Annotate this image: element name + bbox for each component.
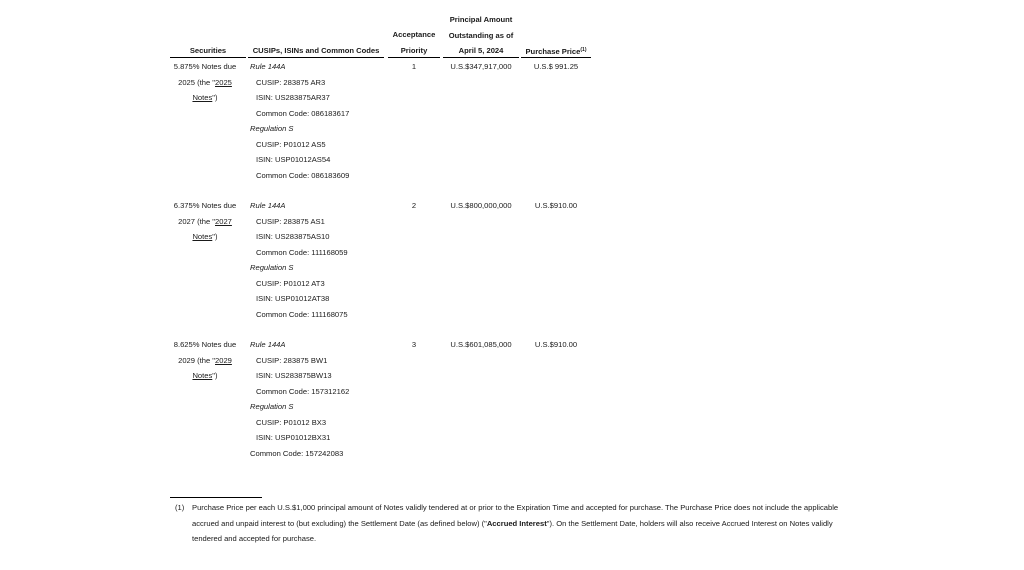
- security-quote-close: "): [212, 93, 218, 102]
- rule-144a-label: Rule 144A: [250, 340, 286, 349]
- rule-144a-isin: ISIN: US283875AR37: [256, 93, 330, 102]
- header-rule-principal: [443, 57, 519, 58]
- security-quote-open: 2025 (the ": [178, 77, 215, 87]
- acceptance-priority-value: 3: [411, 340, 417, 349]
- security-defined-term-notes[interactable]: Notes: [192, 93, 213, 102]
- security-quote-close: "): [212, 232, 218, 241]
- security-defined-term-notes[interactable]: Notes: [192, 232, 213, 241]
- purchase-price-value: U.S.$ 991.25: [533, 62, 579, 71]
- security-defined-term-year[interactable]: 2029: [215, 355, 232, 365]
- header-codes: CUSIPs, ISINs and Common Codes: [252, 46, 380, 55]
- header-principal-line3: April 5, 2024: [458, 46, 504, 55]
- footnote-marker: (1): [175, 503, 185, 512]
- header-rule-securities: [170, 57, 246, 58]
- header-price-label: Purchase Price: [525, 47, 581, 56]
- table-row-securities: [170, 59, 240, 106]
- purchase-price-value: U.S.$910.00: [534, 201, 578, 210]
- table-row-codes: [250, 198, 390, 322]
- header-acceptance-line2: Priority: [400, 45, 428, 55]
- header-securities: Securities: [189, 46, 227, 55]
- security-name-line2: [170, 353, 240, 369]
- regulation-s-cusip: CUSIP: P01012 BX3: [256, 417, 327, 427]
- regulation-s-cusip: CUSIP: P01012 AT3: [256, 278, 325, 288]
- principal-amount-value: U.S.$800,000,000: [450, 201, 512, 210]
- header-rule-codes: [248, 57, 384, 58]
- header-rule-price: [521, 57, 591, 58]
- acceptance-priority-value: 2: [411, 201, 417, 210]
- security-defined-term-year[interactable]: 2025: [215, 77, 232, 87]
- header-principal-line2: Outstanding as of: [448, 30, 514, 40]
- regulation-s-common-code: Common Code: 111168075: [256, 309, 348, 319]
- principal-amount-value: U.S.$601,085,000: [450, 340, 512, 349]
- rule-144a-isin: ISIN: US283875AS10: [256, 232, 330, 241]
- table-row-codes: [250, 59, 390, 183]
- security-quote-open: 2029 (the ": [178, 355, 215, 365]
- security-name-line3: [170, 229, 240, 245]
- rule-144a-common-code: Common Code: 111168059: [256, 247, 348, 257]
- rule-144a-cusip: CUSIP: 283875 AS1: [256, 216, 325, 226]
- rule-144a-cusip: CUSIP: 283875 BW1: [256, 355, 328, 365]
- regulation-s-label: Regulation S: [250, 263, 294, 272]
- footnote-defined-term: Accrued Interest: [486, 518, 547, 528]
- security-quote-close: "): [212, 371, 218, 380]
- regulation-s-isin: ISIN: USP01012BX31: [256, 433, 331, 442]
- header-principal-line1: Principal Amount: [449, 15, 513, 24]
- regulation-s-cusip: CUSIP: P01012 AS5: [256, 139, 326, 149]
- security-defined-term-notes[interactable]: Notes: [192, 371, 213, 380]
- table-row-codes: [250, 337, 390, 461]
- footnote-divider: [170, 497, 262, 498]
- header-acceptance-line1: Acceptance: [392, 30, 436, 39]
- security-name-line1: 5.875% Notes due: [173, 62, 237, 71]
- rule-144a-label: Rule 144A: [250, 62, 286, 71]
- regulation-s-label: Regulation S: [250, 402, 294, 411]
- rule-144a-isin: ISIN: US283875BW13: [256, 371, 332, 380]
- header-acceptance-priority: [386, 27, 442, 58]
- security-name-line1: 8.625% Notes due: [173, 340, 237, 349]
- regulation-s-label: Regulation S: [250, 124, 294, 133]
- acceptance-priority-value: 1: [411, 62, 417, 71]
- security-defined-term-year[interactable]: 2027: [215, 216, 232, 226]
- table-row-securities: [170, 198, 240, 245]
- header-price-footnote-ref[interactable]: (1): [580, 47, 587, 53]
- footnote-text: [192, 500, 872, 547]
- footnote-line2-post: "). On the Settlement Date, holders will also receive Accrued Interest on Notes validly: [546, 518, 833, 528]
- header-principal-amount: [442, 12, 520, 59]
- footnote-line2-pre: accrued and unpaid interest to (but excluding) the Settlement Date (as defined below) (": [192, 518, 487, 528]
- security-name-line1: 6.375% Notes due: [173, 201, 237, 210]
- principal-amount-value: U.S.$347,917,000: [450, 62, 512, 71]
- regulation-s-isin: ISIN: USP01012AS54: [256, 155, 331, 164]
- security-name-line3: [170, 90, 240, 106]
- security-quote-open: 2027 (the ": [178, 216, 215, 226]
- header-rule-priority: [388, 57, 440, 58]
- security-name-line2: [170, 214, 240, 230]
- footnote-line3: tendered and accepted for purchase.: [192, 534, 317, 543]
- rule-144a-common-code: Common Code: 086183617: [256, 108, 350, 118]
- regulation-s-common-code: Common Code: 157242083: [250, 448, 344, 458]
- table-row-securities: [170, 337, 240, 384]
- regulation-s-isin: ISIN: USP01012AT38: [256, 294, 330, 303]
- regulation-s-common-code: Common Code: 086183609: [256, 170, 350, 180]
- security-name-line2: [170, 75, 240, 91]
- footnote-line1: Purchase Price per each U.S.$1,000 principal amount of Notes validly tendered at or prior to the Expiration Time and accepted for purchase. The Purchase Price does not include the applicable: [192, 503, 839, 512]
- security-name-line3: [170, 368, 240, 384]
- rule-144a-cusip: CUSIP: 283875 AR3: [256, 77, 326, 87]
- purchase-price-value: U.S.$910.00: [534, 340, 578, 349]
- rule-144a-label: Rule 144A: [250, 201, 286, 210]
- rule-144a-common-code: Common Code: 157312162: [256, 386, 350, 396]
